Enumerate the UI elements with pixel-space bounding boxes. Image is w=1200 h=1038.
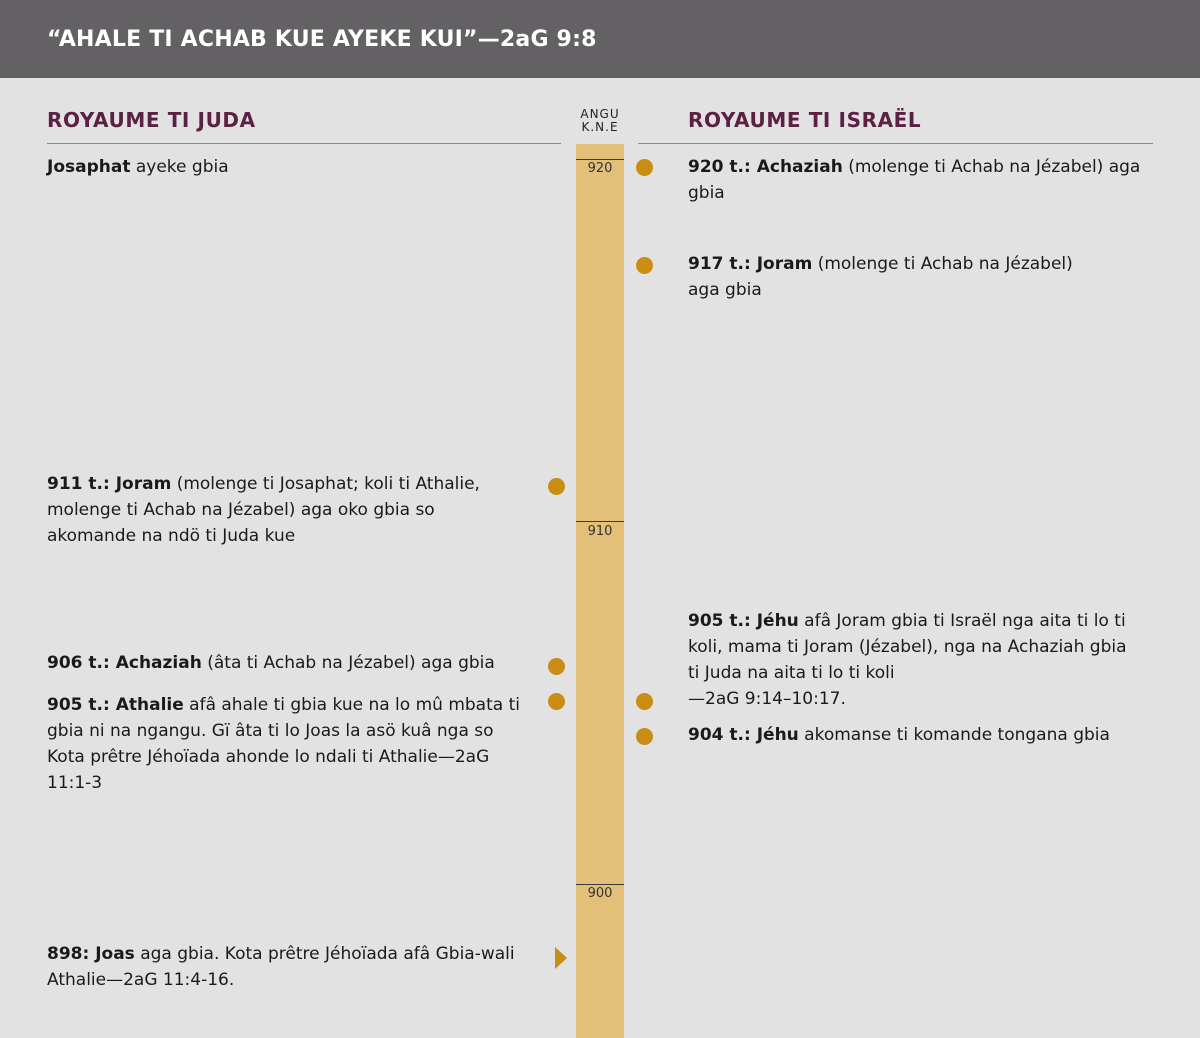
event-king: Joas	[95, 944, 135, 964]
event-date: 905 t.:	[688, 611, 757, 631]
tick-920-line	[576, 159, 624, 160]
event-date: 917 t.:	[688, 254, 757, 274]
header-bar	[0, 0, 1200, 78]
event-king: Joram	[115, 474, 172, 494]
event-king: Athalie	[115, 695, 184, 715]
event-text: (molenge ti Achab na Jézabel) aga gbia	[688, 254, 1073, 300]
marker-dot	[548, 658, 565, 675]
israel-event-jehu-kills	[688, 608, 1128, 712]
axis-label-line1: ANGU	[580, 107, 620, 121]
juda-event-achaziah	[47, 650, 537, 676]
event-king: Achaziah	[115, 653, 202, 673]
title-text: “AHALE TI ACHAB KUE AYEKE KUI”	[47, 27, 478, 52]
juda-event-joram	[47, 471, 527, 549]
event-text: afâ ahale ti gbia kue na lo mû mbata ti gbia ni na ngangu. Gï âta ti lo Joas la asö kuâ nga so Kota prêtre Jéhoïada ahonde lo ndali ti Athalie—2aG 11:1-3	[47, 695, 520, 793]
event-text: (molenge ti Achab na Jézabel) aga gbia	[688, 157, 1141, 203]
event-date: 920 t.:	[688, 157, 757, 177]
axis-label-line2: K.N.E	[581, 120, 619, 134]
event-date: 906 t.:	[47, 653, 116, 673]
israel-divider	[638, 143, 1153, 144]
event-reference: —2aG 9:14–10:17.	[688, 689, 846, 709]
page-title	[47, 27, 597, 52]
event-text: aga gbia. Kota prêtre Jéhoïada afâ Gbia-wali Athalie—2aG 11:4-16.	[47, 944, 515, 990]
marker-dot	[636, 257, 653, 274]
event-king: Jéhu	[756, 725, 799, 745]
event-date: 904 t.:	[688, 725, 757, 745]
juda-event-joas	[47, 941, 527, 993]
israel-event-jehu-reign	[688, 722, 1148, 748]
juda-divider	[47, 143, 561, 144]
title-reference: —2aG 9:8	[477, 27, 597, 52]
event-text: (âta ti Achab na Jézabel) aga gbia	[201, 653, 495, 673]
event-text: ayeke gbia	[130, 157, 229, 177]
israel-event-achaziah	[688, 154, 1148, 206]
marker-dot	[548, 693, 565, 710]
timeline-axis	[576, 144, 624, 1038]
juda-heading: ROYAUME TI JUDA	[47, 108, 256, 132]
juda-event-athalie	[47, 692, 527, 796]
event-text: afâ Joram gbia ti Israël nga aita ti lo ti koli, mama ti Joram (Jézabel), nga na Achaziah gbia ti Juda na aita ti lo ti koli	[688, 611, 1127, 683]
event-text: akomanse ti komande tongana gbia	[798, 725, 1110, 745]
event-king: Achaziah	[756, 157, 843, 177]
tick-900-label: 900	[587, 886, 613, 901]
tick-910-line	[576, 521, 624, 522]
marker-dot	[636, 728, 653, 745]
tick-900-line	[576, 884, 624, 885]
tick-910-label: 910	[587, 524, 613, 539]
event-king: Jéhu	[756, 611, 799, 631]
israel-event-joram	[688, 251, 1108, 303]
event-date: 898:	[47, 944, 96, 964]
event-date: 905 t.:	[47, 695, 116, 715]
marker-dot	[636, 159, 653, 176]
axis-label	[568, 108, 632, 134]
event-date: 911 t.:	[47, 474, 116, 494]
marker-dot	[636, 693, 653, 710]
tick-920-label: 920	[587, 161, 613, 176]
israel-heading: ROYAUME TI ISRAËL	[688, 108, 922, 132]
juda-event-josaphat	[47, 154, 527, 180]
marker-dot	[548, 478, 565, 495]
event-text: (molenge ti Josaphat; koli ti Athalie, molenge ti Achab na Jézabel) aga oko gbia so akomande na ndö ti Juda kue	[47, 474, 480, 546]
marker-arrow	[555, 947, 567, 969]
event-king: Josaphat	[47, 157, 131, 177]
event-king: Joram	[756, 254, 813, 274]
